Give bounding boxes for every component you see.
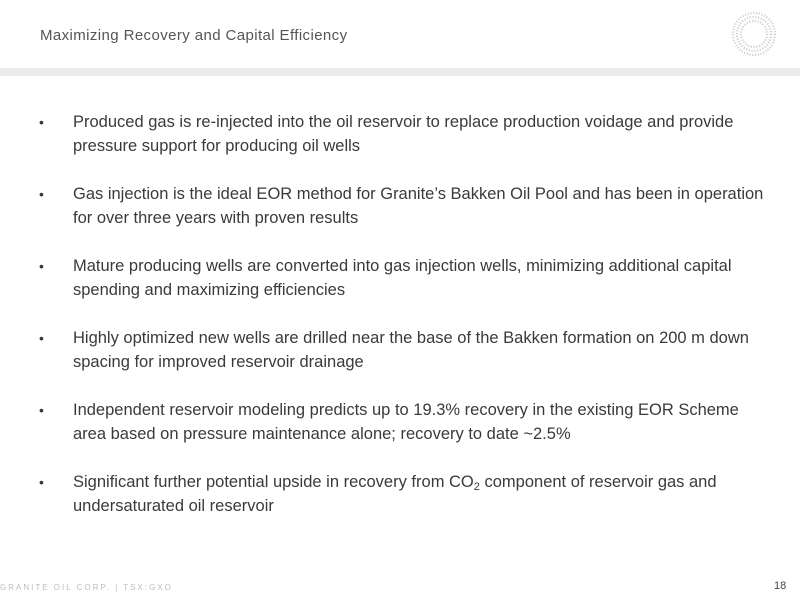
bullet-item xyxy=(36,470,766,518)
bullet-text: Independent reservoir modeling predicts up to 19.3% recovery in the existing EOR Scheme area based on pressure maintenance alone; recovery to date ~2.5% xyxy=(73,401,739,443)
bullet-text xyxy=(73,473,717,515)
bullet-item xyxy=(36,182,766,230)
bullet-item xyxy=(36,398,766,446)
bullet-item xyxy=(36,326,766,374)
bullet-list xyxy=(36,110,766,542)
bullet-marker: • xyxy=(39,330,44,346)
bullet-marker: • xyxy=(39,402,44,418)
footer-company: GRANITE OIL CORP. | TSX:GXO xyxy=(0,583,173,592)
dotted-circle-logo-icon xyxy=(730,10,778,58)
bullet-text-post: component of reservoir gas and undersaturated oil reservoir xyxy=(73,473,717,515)
bullet-item xyxy=(36,110,766,158)
subscript-two: 2 xyxy=(473,481,480,493)
bullet-marker: • xyxy=(39,186,44,202)
bullet-item xyxy=(36,254,766,302)
slide-title: Maximizing Recovery and Capital Efficiency xyxy=(40,27,348,44)
slide-header xyxy=(0,0,800,68)
header-divider xyxy=(0,68,800,76)
bullet-marker: • xyxy=(39,258,44,274)
bullet-text: Gas injection is the ideal EOR method for Granite’s Bakken Oil Pool and has been in operation for over three years with proven results xyxy=(73,185,764,227)
bullet-text: Highly optimized new wells are drilled near the base of the Bakken formation on 200 m down spacing for improved reservoir drainage xyxy=(73,329,749,371)
bullet-marker: • xyxy=(39,114,44,130)
bullet-text-pre: Significant further potential upside in recovery from CO xyxy=(73,473,474,491)
page-number: 18 xyxy=(774,580,787,592)
bullet-text: Mature producing wells are converted into gas injection wells, minimizing additional capital spending and maximizing efficiencies xyxy=(73,257,732,299)
bullet-marker: • xyxy=(39,474,44,490)
bullet-text: Produced gas is re-injected into the oil reservoir to replace production voidage and provide pressure support for producing oil wells xyxy=(73,113,734,155)
